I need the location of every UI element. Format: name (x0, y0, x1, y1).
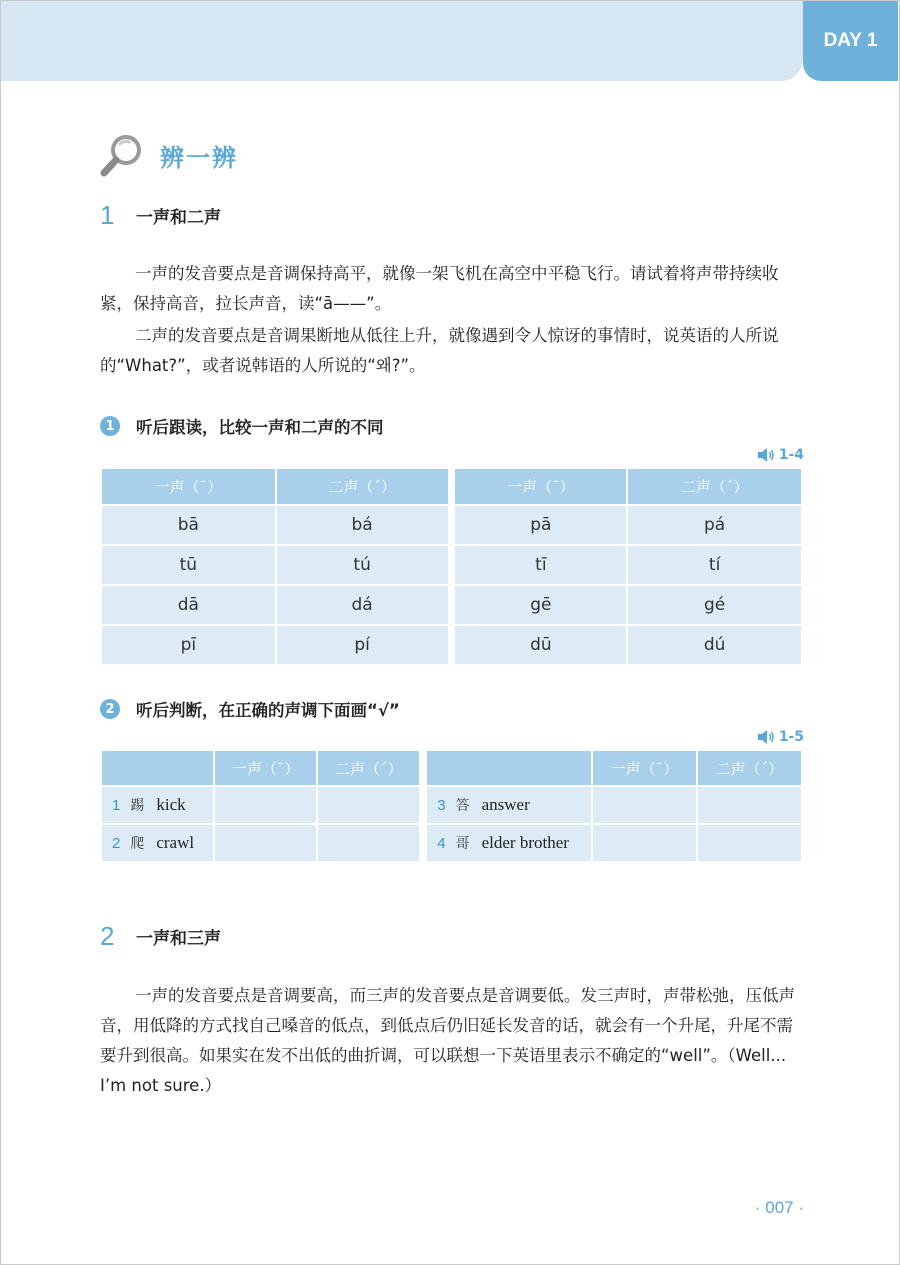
item-english: kick (156, 795, 186, 814)
item-number: 3 (437, 797, 446, 814)
question-item-2 (101, 824, 214, 862)
table-header-empty (426, 750, 592, 786)
section-1-para-2: 二声的发音要点是音调果断地从低往上升，就像遇到令人惊讶的事情时，说英语的人所说的“What?”，或者说韩语的人所说的“왜?”。 (100, 326, 779, 375)
exercise-1-number: 1 (100, 416, 120, 436)
question-item-3 (426, 786, 592, 824)
tone-judge-table (100, 749, 803, 863)
audio-track-1-5[interactable] (757, 727, 804, 747)
table-row (101, 585, 802, 625)
item-hanzi: 爬 (130, 836, 145, 852)
answer-cell[interactable] (592, 824, 697, 862)
table-header: 一声（ˉ） (454, 468, 627, 505)
table-header: 二声（ˊ） (697, 750, 802, 786)
answer-cell[interactable] (214, 786, 317, 824)
question-item-1 (101, 786, 214, 824)
audio-label: 1-4 (778, 447, 804, 463)
table-header-row (101, 750, 802, 786)
table-cell: tú (276, 545, 449, 585)
answer-cell[interactable] (697, 824, 802, 862)
magnifier-icon (98, 131, 146, 179)
section-1-heading: 一声和二声 (136, 207, 221, 228)
section-2-heading: 一声和三声 (136, 928, 221, 949)
table-row (101, 824, 802, 862)
item-hanzi: 答 (455, 798, 470, 814)
table-header-row (101, 468, 802, 505)
section-1-title (100, 200, 221, 230)
item-english: crawl (156, 833, 195, 852)
table-header: 一声（ˉ） (592, 750, 697, 786)
tone-table-1 (100, 467, 803, 666)
table-header: 一声（ˉ） (101, 468, 276, 505)
table-cell: dā (101, 585, 276, 625)
item-english: answer (481, 795, 530, 814)
table-cell: dá (276, 585, 449, 625)
page-number: · 007 · (754, 1198, 804, 1217)
table-row (101, 625, 802, 665)
question-item-4 (426, 824, 592, 862)
table-cell: tí (627, 545, 802, 585)
speaker-icon (757, 447, 775, 463)
section-2-title (100, 921, 221, 951)
item-number: 4 (437, 835, 446, 852)
answer-cell[interactable] (214, 824, 317, 862)
section-2-number: 2 (100, 920, 115, 951)
day-tab: DAY 1 (803, 1, 898, 81)
answer-cell[interactable] (697, 786, 802, 824)
table-row (101, 786, 802, 824)
table-cell: gé (627, 585, 802, 625)
table-row (101, 545, 802, 585)
speaker-icon (757, 729, 775, 745)
table-header: 二声（ˊ） (276, 468, 449, 505)
item-number: 2 (112, 835, 121, 852)
item-hanzi: 哥 (455, 836, 470, 852)
section-heading (98, 130, 238, 180)
exercise-2-text: 听后判断，在正确的声调下面画“√” (136, 701, 400, 720)
exercise-2-number: 2 (100, 699, 120, 719)
table-cell: pā (454, 505, 627, 545)
table-header: 二声（ˊ） (317, 750, 420, 786)
exercise-1-title (100, 413, 384, 439)
table-cell: gē (454, 585, 627, 625)
table-cell: tī (454, 545, 627, 585)
exercise-1-text: 听后跟读，比较一声和二声的不同 (136, 418, 384, 437)
table-cell: dú (627, 625, 802, 665)
table-cell: pá (627, 505, 802, 545)
item-hanzi: 踢 (130, 798, 145, 814)
item-english: elder brother (481, 833, 569, 852)
section-1-number: 1 (100, 199, 115, 230)
table-header: 二声（ˊ） (627, 468, 802, 505)
section-1-para-1: 一声的发音要点是音调保持高平，就像一架飞机在高空中平稳飞行。请试着将声带持续收紧，保持高音，拉长声音，读“ā——”。 (100, 264, 779, 313)
answer-cell[interactable] (317, 824, 420, 862)
item-number: 1 (112, 797, 121, 814)
table-header-empty (101, 750, 214, 786)
table-cell: pí (276, 625, 449, 665)
table-cell: dū (454, 625, 627, 665)
table-cell: bá (276, 505, 449, 545)
answer-cell[interactable] (317, 786, 420, 824)
table-cell: tū (101, 545, 276, 585)
answer-cell[interactable] (592, 786, 697, 824)
header-band (1, 1, 803, 81)
table-cell: pī (101, 625, 276, 665)
section-2-para: 一声的发音要点是音调要高，而三声的发音要点是音调要低。发三声时，声带松弛，压低声音，用低降的方式找自己嗓音的低点，到低点后仍旧延长发音的话，就会有一个升尾，升尾不需要升到很高。如果实在发不出低的曲折调，可以联想一下英语里表示不确定的“well”。（Well... I’m not sure.） (100, 986, 795, 1095)
table-row (101, 505, 802, 545)
audio-track-1-4[interactable] (757, 445, 804, 465)
audio-label: 1-5 (778, 729, 804, 745)
heading-title: 辨一辨 (160, 143, 238, 172)
table-header: 一声（ˉ） (214, 750, 317, 786)
exercise-2-title (100, 696, 400, 722)
table-cell: bā (101, 505, 276, 545)
